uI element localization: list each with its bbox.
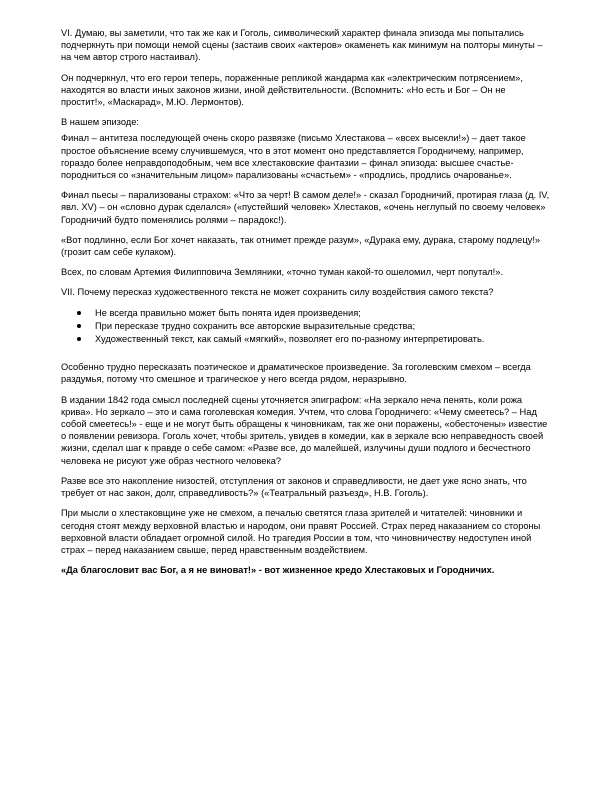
paragraph-section-vi: VI. Думаю, вы заметили, что так же как и Гоголь, символический характер финала эпизода мы попытались подчеркнуть при помощи немой сцены (застаив своих «актеров» окаменеть как минимум на полторы минуты – на чем автор строго настаивал).	[61, 28, 543, 63]
list-item	[77, 307, 552, 319]
bullet-icon	[77, 324, 81, 328]
bullet-list	[61, 307, 552, 346]
list-item-text: Не всегда правильно может быть понята идея произведения;	[95, 307, 361, 318]
list-item	[77, 333, 552, 345]
bullet-icon	[77, 311, 81, 315]
paragraph-final-credo: «Да благословит вас Бог, а я не виноват!» - вот жизненное кредо Хлестаковых и Городничих.	[61, 565, 495, 576]
paragraph-our-episode: В нашем эпизоде:	[61, 117, 139, 128]
paragraph-quote-god-punish: «Вот подлинно, если Бог хочет наказать, так отнимет прежде разум», «Дурака ему, дурака, старому подлецу!» (грозит сам себе кулаком).	[61, 234, 541, 258]
paragraph-zemlyanika: Всех, по словам Артемия Филипповича Земляники, «точно туман какой-то ошеломил, черт попутал!».	[61, 267, 504, 278]
paragraph-play-finale: Финал пьесы – парализованы страхом: «Что за черт! В самом деле!» - сказал Городничий, протирая глаза (д. IV, явл. XV) – он «словно дурак сделался» («пустейший человек» Хлестаков, «очень неглупый по своему человек» Городничий будто поменялись ролями – парадокс!).	[61, 190, 550, 225]
paragraph-electric-shock: Он подчеркнул, что его герои теперь, пораженные репликой жандарма как «электрическим потрясением», находятся во власти иных законов жизни, иной действительности. (Вспомнить: «Но есть и Бог – Он не простит!», «Маскарад», М.Ю. Лермонтов).	[61, 72, 523, 108]
paragraph-section-vii: VII. Почему пересказ художественного текста не может сохранить силу воздействия самого текста?	[61, 287, 494, 298]
paragraph-accumulation: Разве все это накопление низостей, отступления от законов и справедливости, не дает уже ясно знать, что требует от нас закон, долг, справедливость?» («Театральный разъезд», Н.В. Гоголь).	[61, 475, 527, 499]
paragraph-finale-antithesis: Финал – антитеза последующей очень скоро развязке (письмо Хлестакова – «всех высекли!») – дает такое простое объяснение всему случившемуся, что в этот момент оно представляется Городничему, например, гораздо более неправдоподобным, чем все хлестаковские фантазии – финал эпизода: высшее счастье-породниться со «значительным лицом» парализованы «счастьем» - «продлись, продлись очарованье».	[61, 133, 526, 181]
paragraph-difficult-retell: Особенно трудно пересказать поэтическое и драматическое произведение. За гоголевским смехом – всегда раздумья, потому что смешное и трагическое у него всегда рядом, неразрывно.	[61, 362, 531, 385]
bullet-icon	[77, 337, 81, 341]
paragraph-1842-edition: В издании 1842 года смысл последней сцены уточняется эпиграфом: «На зеркало неча пенять, коли рожа крива». Но зеркало – это и сама гоголевская комедия. Учтем, что слова Городничего: «Чему смеетесь? – Над собой смеетесь!» - еще и не могут быть обращены к чиновникам, так же они поражены, «обесточены» известие о появлении ревизора. Гоголь хочет, чтобы зритель, увидев в комедии, как в зеркале всю неправедность своей жизни, сделал шаг к правде о себе самом: «Разве все, до малейшей, излучины души подлого и бесчестного человека не рисуют уже образ честного человека?	[61, 394, 548, 466]
paragraph-khlestakovshchina: При мысли о хлестаковщине уже не смехом, а печалью светятся глаза зрителей и читателей: чиновники и сегодня стоят между верховной властью и народом, они правят Россией. Страх перед наказанием со стороны верховной власти обладает огромной силой. Но трагедия России в том, что чиновничеству недоступен иной страх – перед наказанием свыше, перед нравственным воздействием.	[61, 508, 541, 555]
list-item	[77, 320, 552, 332]
list-item-text: Художественный текст, как самый «мягкий», позволяет его по-разному интерпретировать.	[95, 334, 485, 345]
list-item-text: При пересказе трудно сохранить все авторские выразительные средства;	[95, 320, 416, 331]
